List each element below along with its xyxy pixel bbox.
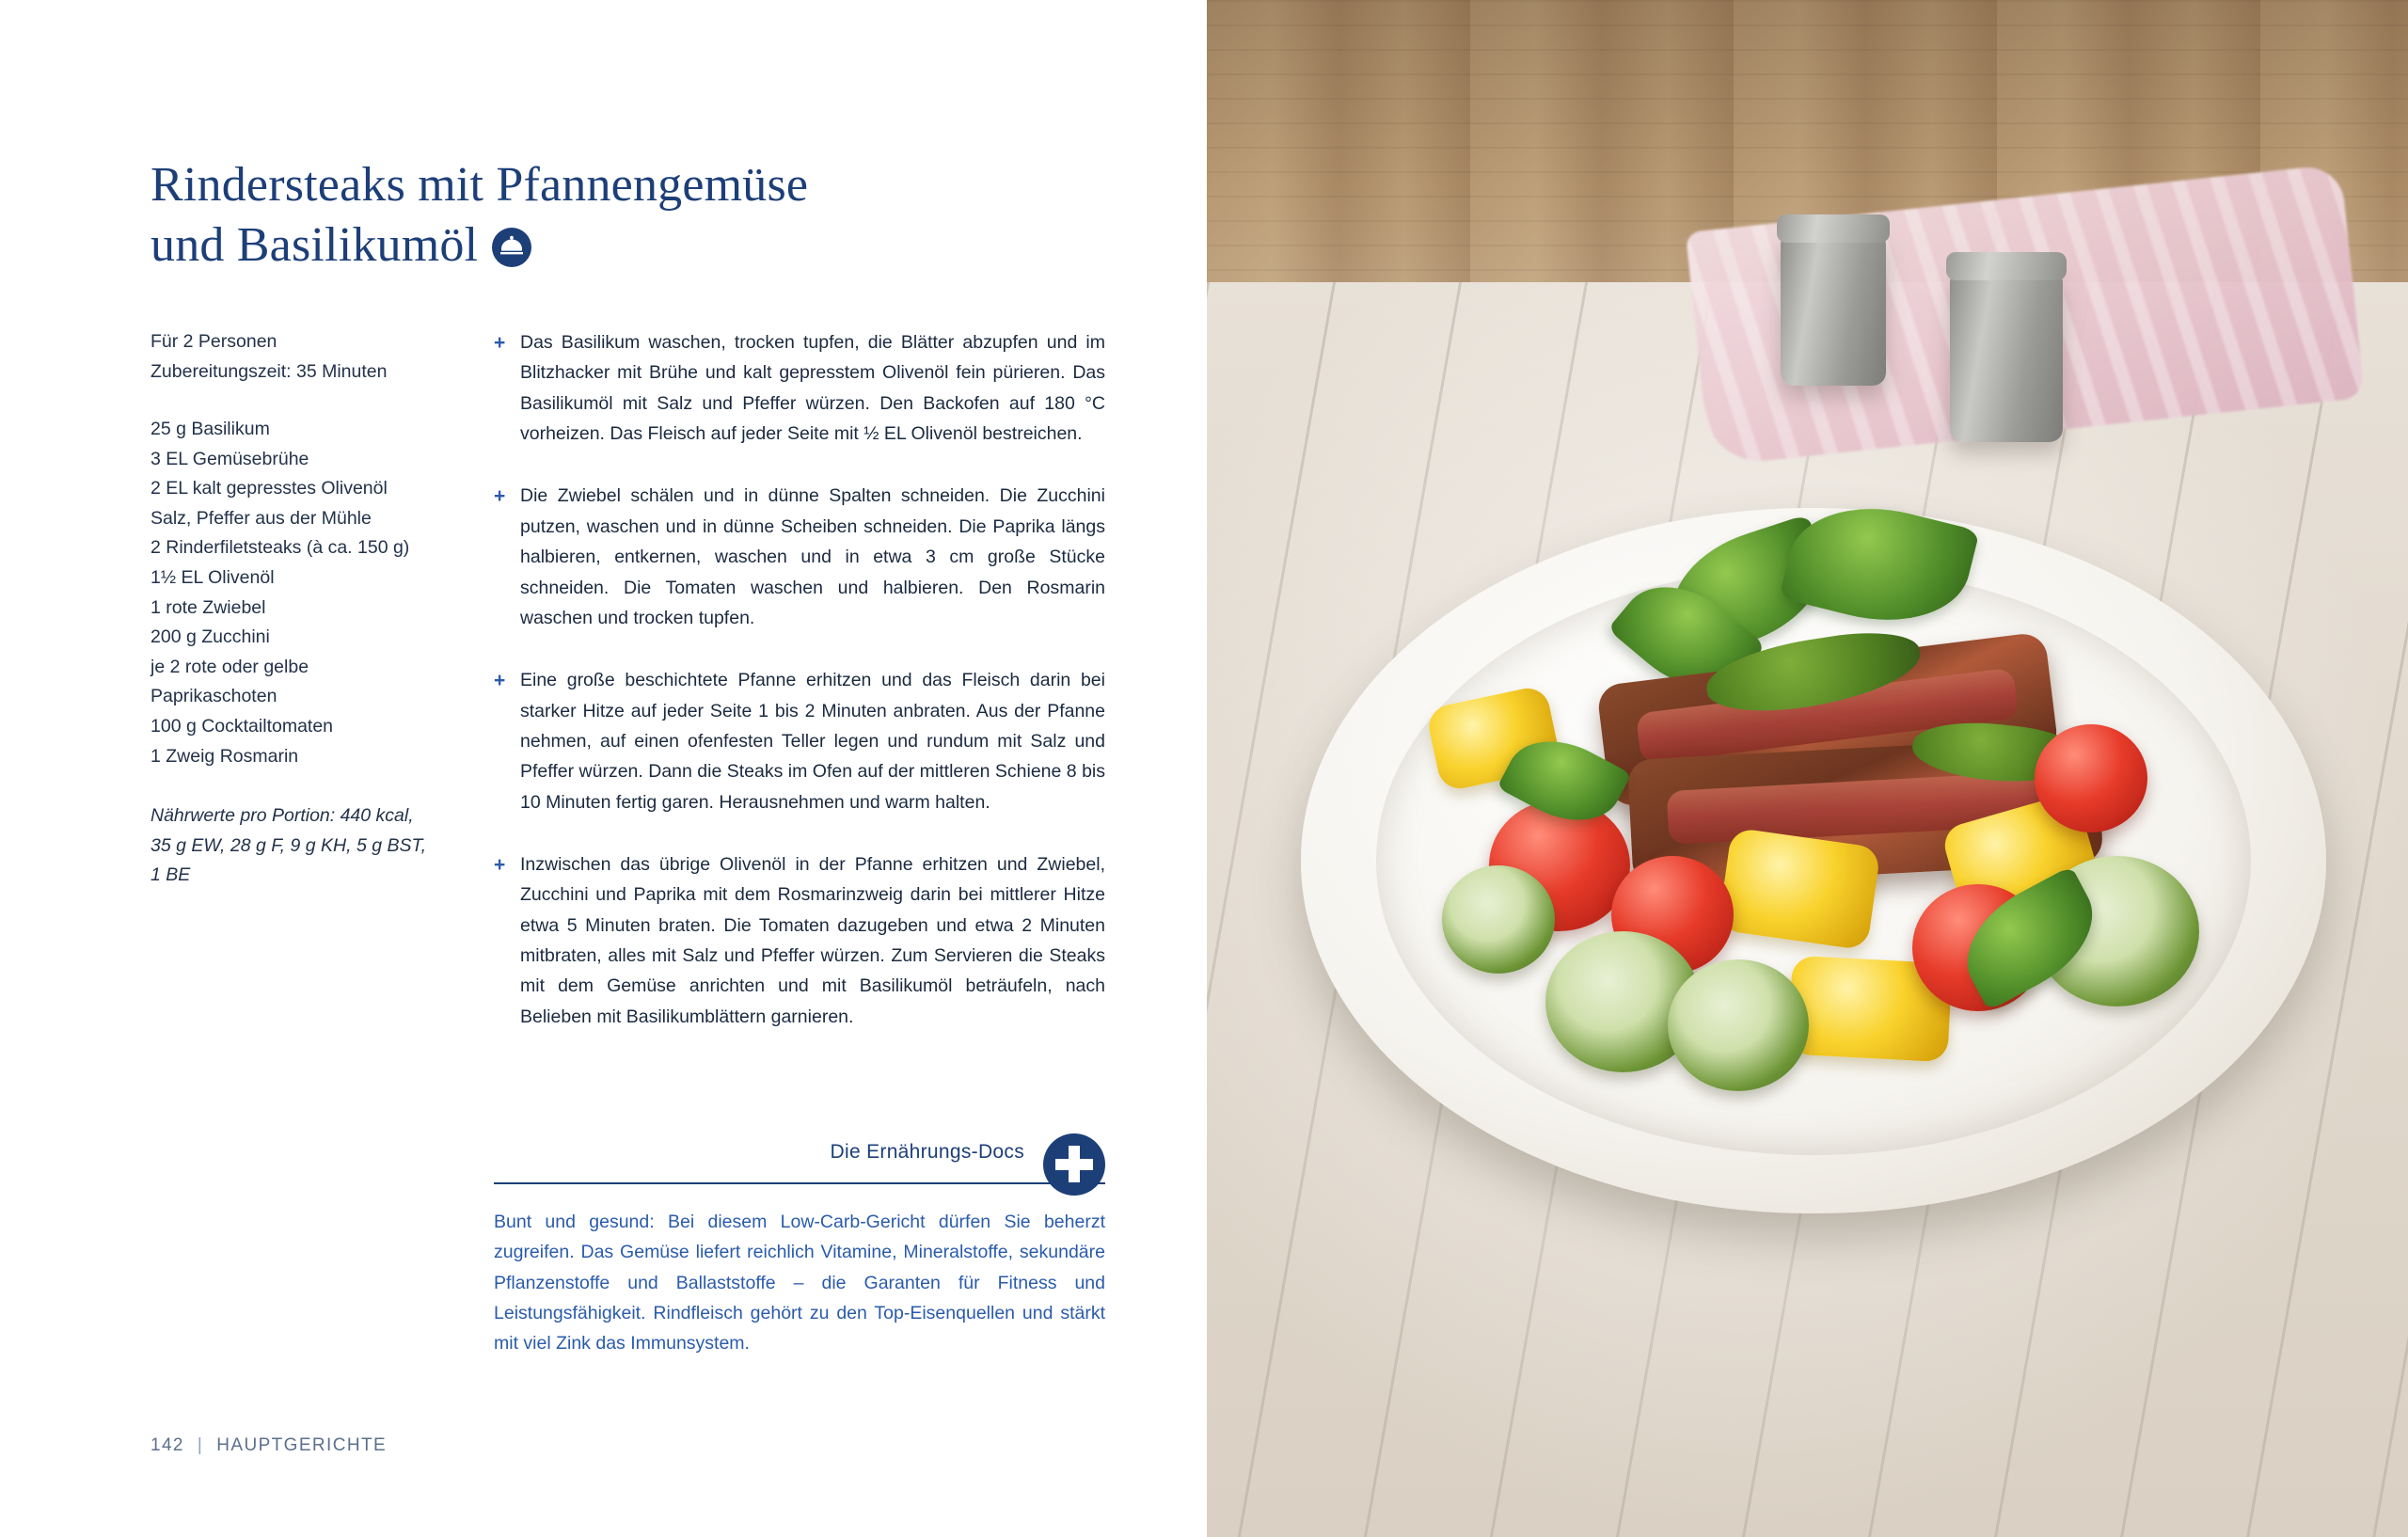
pepper-shaker — [1950, 273, 2063, 442]
list-item: 2 Rinderfiletsteaks (à ca. 150 g) — [150, 537, 410, 559]
list-item: 25 g Basilikum — [150, 419, 270, 440]
footer-section: HAUPTGERICHTE — [216, 1435, 388, 1455]
step-item — [494, 481, 1105, 633]
medical-cross-icon — [1043, 1133, 1105, 1196]
docs-title: Die Ernährungs-Docs — [830, 1141, 1024, 1163]
recipe-title-line-1: Rindersteaks mit Pfannengemüse — [150, 157, 809, 212]
list-item: je 2 rote oder gelbe — [150, 656, 309, 677]
step-text: Eine große beschichtete Pfanne erhitzen und das Fleisch darin bei starker Hitze auf jeder Seite 1 bis 2 Minuten anbraten. Aus der Pfanne nehmen, auf einen ofenfesten Teller legen und rundum mit Salz und Pfeffer würzen. Dann die Steaks im Ofen auf der mittleren Schiene 8 bis 10 Minuten fertig garen. Herausnehmen und warm halten. — [520, 670, 1105, 813]
step-item — [494, 327, 1105, 449]
list-item: 100 g Cocktailtomaten — [150, 715, 334, 737]
ingredients-column — [150, 327, 461, 891]
step-item — [494, 849, 1105, 1032]
servings-text: Für 2 Personen — [150, 331, 277, 352]
ernaehrungs-docs-box — [494, 1133, 1105, 1359]
docs-header — [494, 1133, 1105, 1192]
shaker-cap — [1777, 214, 1890, 243]
plus-bullet-icon: + — [494, 485, 506, 508]
step-text: Die Zwiebel schälen und in dünne Spalten schneiden. Die Zucchini putzen, waschen und in dünne Scheiben schneiden. Die Paprika längs halbieren, entkernen, waschen und in etwa 3 cm große Stücke schneiden. Die Tomaten waschen und halbieren. Den Rosmarin waschen und trocken tupfen. — [520, 485, 1105, 628]
recipe-photo — [1207, 0, 2408, 1537]
shaker-cap — [1946, 252, 2067, 280]
nutrition-line: Nährwerte pro Portion: 440 kcal, — [150, 805, 414, 827]
list-item: 1 rote Zwiebel — [150, 596, 266, 618]
recipe-title-line-2: und Basilikumöl — [150, 217, 479, 272]
list-item: 2 EL kalt gepresstes Olivenöl — [150, 478, 388, 499]
cross-horizontal-bar — [1055, 1159, 1093, 1170]
dome-serving-cloche-icon — [491, 223, 532, 264]
preparation-steps — [494, 327, 1105, 1032]
plus-bullet-icon: + — [494, 670, 506, 692]
right-page-photo — [1207, 0, 2408, 1537]
plus-bullet-icon: + — [494, 332, 506, 354]
list-item: 1½ EL Olivenöl — [150, 567, 275, 589]
plated-food — [1386, 583, 2232, 1110]
list-item: Paprikaschoten — [150, 686, 277, 707]
recipe-meta — [150, 327, 461, 387]
list-item: Salz, Pfeffer aus der Mühle — [150, 507, 372, 529]
page-title — [150, 155, 1091, 276]
docs-divider — [494, 1182, 1105, 1184]
step-item — [494, 665, 1105, 817]
yellow-pepper-piece — [1718, 827, 1881, 950]
prep-time-text: Zubereitungszeit: 35 Minuten — [150, 360, 388, 382]
nutrition-info — [150, 801, 461, 891]
page-footer — [150, 1435, 387, 1456]
salt-shaker — [1781, 235, 1886, 386]
docs-text: Bunt und gesund: Bei diesem Low-Carb-Gericht dürfen Sie beherzt zugreifen. Das Gemüse liefert reichlich Vitamine, Mineralstoffe, sekundäre Pflanzenstoffe und Ballaststoffe – die Garanten für Fitness und Leistungsfähigkeit. Rindfleisch gehört zu den Top-Eisenquellen und stärkt mit viel Zink das Immunsystem. — [494, 1212, 1105, 1355]
ingredients-list — [150, 415, 461, 771]
step-text: Inzwischen das übrige Olivenöl in der Pfanne erhitzen und Zwiebel, Zucchini und Paprika mit dem Rosmarinzweig darin bei mittlerer Hitze etwa 5 Minuten braten. Die Tomaten dazugeben und etwa 2 Minuten mitbraten, alles mit Salz und Pfeffer würzen. Zum Servieren die Steaks mit dem Gemüse anrichten und mit Basilikumöl beträufeln, nach Belieben mit Basilikumblättern garnieren. — [520, 854, 1105, 1027]
footer-separator: | — [197, 1435, 204, 1455]
list-item: 200 g Zucchini — [150, 626, 270, 648]
list-item: 3 EL Gemüsebrühe — [150, 448, 309, 469]
step-text: Das Basilikum waschen, trocken tupfen, die Blätter abzupfen und im Blitzhacker mit Brühe und kalt gepresstem Olivenöl fein pürieren. Das Basilikumöl mit Salz und Pfeffer würzen. Den Backofen auf 180 °C vorheizen. Das Fleisch auf jeder Seite mit ½ EL Olivenöl bestreichen. — [520, 332, 1105, 445]
cocktail-tomato — [2035, 724, 2147, 832]
zucchini-slice — [1668, 959, 1809, 1091]
zucchini-slice — [1442, 865, 1555, 974]
page-number: 142 — [150, 1435, 184, 1455]
nutrition-line: 35 g EW, 28 g F, 9 g KH, 5 g BST, — [150, 834, 427, 856]
nutrition-line: 1 BE — [150, 864, 191, 886]
plus-bullet-icon: + — [494, 854, 506, 877]
list-item: 1 Zweig Rosmarin — [150, 745, 299, 767]
